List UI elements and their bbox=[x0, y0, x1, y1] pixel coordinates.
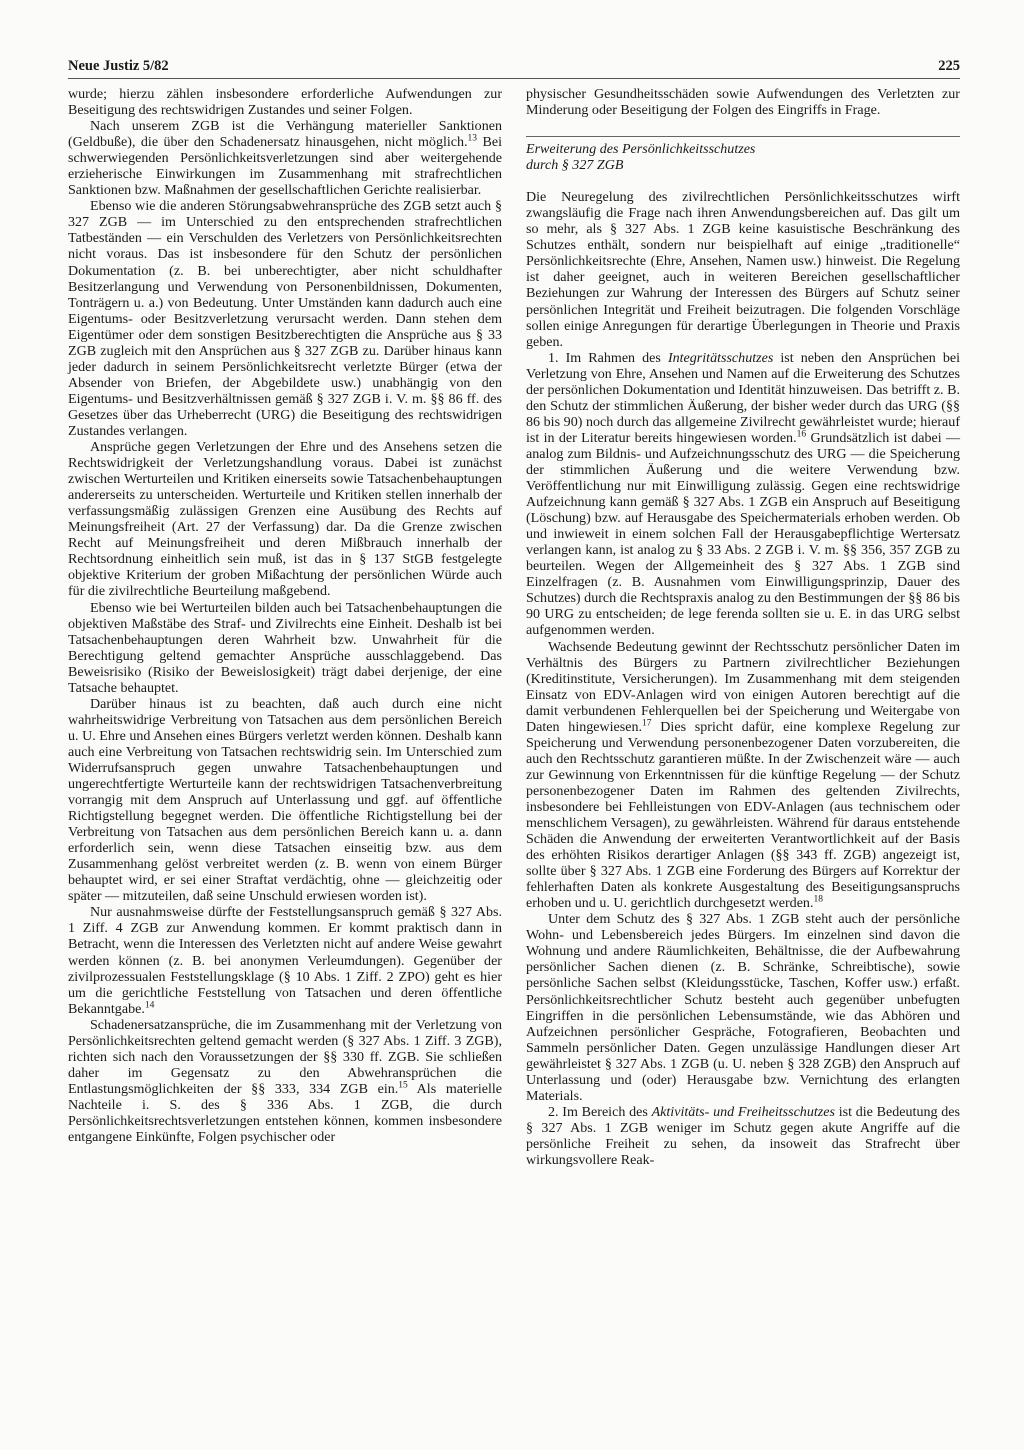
paragraph bbox=[526, 86, 960, 118]
paragraph-text: physischer Gesundheitsschäden sowie Aufwendungen des Verletzten zur Minderung oder Beseitigung der Folgen des Eingriffs in Frage. bbox=[526, 86, 960, 119]
journal-title: Neue Justiz 5/82 bbox=[68, 58, 169, 74]
page-header bbox=[68, 58, 960, 80]
paragraph bbox=[526, 350, 960, 639]
paragraph-text: Nach unserem ZGB ist die Verhängung materieller Sanktionen (Geldbuße), die über den Schadenersatz hinausgehen, nicht möglich. bbox=[68, 118, 502, 151]
footnote-ref: 14 bbox=[144, 1000, 155, 1010]
footnote-ref: 17 bbox=[642, 718, 652, 729]
paragraph bbox=[68, 439, 502, 599]
footnote-ref: 18 bbox=[813, 894, 823, 905]
paragraph-text: ist die Bedeutung des § 327 Abs. 1 ZGB weniger im Schutz gegen akute Angriffe auf die persönliche Freiheit zu sehen, da insoweit das Strafrecht über wirkungsvollere Reak- bbox=[526, 1103, 960, 1168]
paragraph-text: Schadenersatzansprüche, die im Zusammenhang mit der Verletzung von Persönlichkeitsrechten geltend gemacht werden (§ 327 Abs. 1 Ziff. 3 ZGB), richten sich nach den Voraussetzungen der §§ 330 ff. ZGB. Sie schließen daher im Gegensatz zu den Abwehransprüchen die Entlastungsmöglichkeiten der §§ 333, 334 ZGB ein. bbox=[68, 1016, 502, 1097]
section-heading-line: durch § 327 ZGB bbox=[526, 157, 624, 174]
paragraph bbox=[68, 600, 502, 696]
section-divider bbox=[526, 136, 960, 137]
right-column bbox=[526, 86, 960, 1168]
paragraph-text: ist neben den Ansprüchen bei Verletzung von Ehre, Ansehen und Namen auf die Erweiterung des Schutzes der persönlichen Dokumentation und Identität hinzuweisen. Das betrifft z. B. den Schutz der stimmlichen Äußerung, der bisher weder durch das URG (§§ 86 bis 90) noch durch das allgemeine Zivilrecht gewährleistet wurde; hierauf ist in der Literatur bereits hingewiesen worden. bbox=[526, 349, 960, 446]
paragraph-text: Bei schwerwiegenden Persönlichkeitsverletzungen sind aber weitergehende erzieherische Einwirkungen im Zusammenhang mit strafrechtlichen Sanktionen bzw. Maßnahmen der gesellschaftlichen Gerichte realisierbar. bbox=[68, 134, 502, 199]
paragraph-text: Ebenso wie bei Werturteilen bilden auch bei Tatsachenbehauptungen die objektiven Maßstäbe des Straf- und Zivilrechts eine Einheit. Deshalb ist bei Tatsachenbehauptungen deren Wahrheit bzw. Unwahrheit für die Berechtigung geltend gemachter Ansprüche ausschlaggebend. Das Beweisrisiko (Risiko der Beweislosigkeit) trägt dabei derjenige, der eine Tatsache behauptet. bbox=[68, 599, 502, 696]
paragraph-text: Darüber hinaus ist zu beachten, daß auch durch eine nicht wahrheitswidrige Verbreitung von Tatsachen aus dem persönlichen Bereich u. U. Ehre und Ansehen eines Bürgers verletzt werden können. Deshalb kann auch eine Verbreitung von Tatsachen rechtswidrig sein. Im Unterschied zum Widerrufsanspruch gegen unwahre Tatsachenbehauptungen und ungerechtfertigte Werturteile kann der rechtswidrigen Tatsachenverbreitung vorrangig mit dem Anspruch auf Unterlassung und ggf. auf öffentliche Richtigstellung begegnet werden. Die öffentliche Richtigstellung bei der Verbreitung von Tatsachen aus dem persönlichen Bereich kann u. a. dann erforderlich sein, wenn diese Tatsachen einseitig bzw. aus dem Zusammenhang gelöst verbreitet werden (z. B. wenn von einem Bürger behauptet wird, er sei einer Straftat verdächtig, ohne — gleichzeitig oder später — mitzuteilen, daß seine Unschuld erwiesen worden ist). bbox=[68, 695, 502, 905]
paragraph-text: Ansprüche gegen Verletzungen der Ehre und des Ansehens setzen die Rechtswidrigkeit der Verletzungshandlung voraus. Dabei ist zunächst zwischen Werturteilen und Kritiken einerseits sowie Tatsachenbehauptungen andererseits zu unterscheiden. Werturteile und Kritiken stellen innerhalb der verfassungsmäßig zulässigen Grenzen eine Ausübung des Rechts auf Meinungsfreiheit (Art. 27 der Verfassung) dar. Da die Grenze zwischen Recht auf Meinungsfreiheit und deren Mißbrauch innerhalb der Rechtsordnung einheitlich sein muß, ist das in § 137 StGB festgelegte objektive Kriterium der groben Mißachtung der persönlichen Würde auch für die zivilrechtliche Beurteilung maßgebend. bbox=[68, 439, 502, 600]
paragraph bbox=[68, 904, 502, 1016]
paragraph-text: Grundsätzlich ist dabei — analog zum Bildnis- und Aufzeichnungsschutz des URG — die Speicherung der stimmlichen Äußerung und die weitere Verwendung bzw. Veröffentlichung nur mit Einwilligung zulässig. Gegen eine rechtswidrige Aufzeichnung kann gemäß § 327 Abs. 1 ZGB ein Anspruch auf Beseitigung (Löschung) bzw. auf Herausgabe des Speichermaterials erhoben werden. Ob und inwieweit in einem solchen Fall der Herausgabepflichtige Wertersatz verlangen kann, ist analog zu § 33 Abs. 2 ZGB i. V. m. §§ 356, 357 ZGB zu beurteilen. Wegen der Allgemeinheit des § 327 Abs. 1 ZGB sind Einzelfragen (z. B. Ausnahmen vom Einwilligungsprinzip, Dauer des Schutzes) durch die Rechtspraxis analog zu den Bestimmungen der §§ 86 bis 90 URG zu entscheiden; de lege ferenda sollten sie u. E. in das URG selbst aufgenommen werden. bbox=[526, 429, 960, 639]
page-number: 225 bbox=[938, 58, 960, 74]
paragraph-text: Die Neuregelung des zivilrechtlichen Persönlichkeitsschutzes wirft zwangsläufig die Frage nach ihren Anwendungsbereichen auf. Das gilt um so mehr, als § 327 Abs. 1 ZGB keine kasuistische Beschränkung des Schutzes enthält, sondern nur beispielhaft auf einige „traditionelle“ Persönlichkeitsrechte (Ehre, Ansehen, Namen usw.) hinweist. Die Regelung ist daher geeignet, auch in weiteren Bereichen gesellschaftlicher Beziehungen zur Wahrung der Interessen des Bürgers auf Schutz seiner persönlichen Integrität und Freiheit beizutragen. Die folgenden Vorschläge sollen einige Anregungen für derartige Überlegungen in Theorie und Praxis geben. bbox=[526, 189, 960, 350]
paragraph bbox=[526, 911, 960, 1104]
paragraph bbox=[526, 1104, 960, 1168]
paragraph bbox=[68, 118, 502, 198]
paragraph-text: 2. Im Bereich des bbox=[548, 1103, 652, 1120]
paragraph bbox=[68, 696, 502, 905]
left-column bbox=[68, 86, 502, 1145]
paragraph bbox=[68, 86, 502, 118]
footnote-ref: 13 bbox=[467, 133, 478, 144]
paragraph bbox=[526, 639, 960, 912]
paragraph bbox=[68, 198, 502, 439]
paragraph-text: Nur ausnahmsweise dürfte der Feststellungsanspruch gemäß § 327 Abs. 1 Ziff. 4 ZGB zur Anwendung kommen. Er kommt praktisch dann in Betracht, wenn die Interessen des Verletzten nicht auf andere Weise gewahrt werden können (z. B. bei anonymen Verleumdungen). Gegenüber der zivilprozessualen Feststellungsklage (§ 10 Abs. 1 Ziff. 2 ZPO) geht es hier um die gerichtliche Feststellung von Tatsachen und deren öffentliche Bekanntgabe. bbox=[68, 904, 502, 1017]
paragraph-text: Dies spricht dafür, eine komplexe Regelung zur Speicherung und Verwendung personenbezogener Daten vorzubereiten, die auch den Rechtsschutz garantieren müßte. In der Zwischenzeit wäre — auch zur Gewinnung von Erkenntnissen für die künftige Regelung — der Schutz personenbezogener Daten im Rahmen des geltenden Zivilrechts, insbesondere bei Fehlleistungen von EDV-Anlagen (aus technischem oder menschlichem Versagen), zu gewährleisten. Während für daraus entstehende Schäden die Anwendung der erweiterten Verantwortlichkeit auf der Basis des erhöhten Risikos derartiger Anlagen (§§ 343 ff. ZGB) angezeigt ist, sollte über § 327 Abs. 1 ZGB eine Forderung des Bürgers auf Korrektur der fehlerhaften Daten als konkrete Ausgestaltung des Beseitigungsanspruchs erhoben und u. U. gerichtlich durchgesetzt werden. bbox=[526, 718, 960, 912]
footnote-ref: 16 bbox=[796, 429, 807, 440]
paragraph-text: Als materielle Nachteile i. S. des § 336 Abs. 1 ZGB, die durch Persönlichkeitsrechtsverletzungen entstehen können, kommen insbesondere entgangene Einkünfte, Folgen psychischer oder bbox=[68, 1080, 502, 1146]
section-heading-line: Erweiterung des Persönlichkeitsschutzes bbox=[526, 141, 756, 158]
paragraph-text: Ebenso wie die anderen Störungsabwehransprüche des ZGB setzt auch § 327 ZGB — im Unterschied zu den entsprechenden strafrechtlichen Tatbeständen — ein Verschulden des Verletzers von Persönlichkeitsrechten nicht voraus. Das ist insbesondere für den Schutz der persönlichen Dokumentation (z. B. bei unberechtigter, aber nicht schuldhafter Besitzerlangung und Verwendung von Personenbildnissen, Dokumenten, Tonträgern u. a.) von Bedeutung. Unter Umständen kann dadurch auch eine Eigentums- oder Besitzverletzung verursacht werden. Dann stehen dem Eigentümer oder dem sonstigen Besitzberechtigten die Ansprüche aus § 33 ZGB zugleich mit den Ansprüchen aus § 327 ZGB zu. Darüber hinaus kann jeder dadurch in seinem Persönlichkeitsrecht verletzte Bürger (etwa der Absender von Briefen, der Abgebildete usw.) unabhängig von den Eigentums- und Besitzverhältnissen gemäß § 327 ZGB i. V. m. §§ 86 ff. des Gesetzes über das Urheberrecht (URG) die Beseitigung des rechtswidrigen Zustandes verlangen. bbox=[68, 198, 502, 439]
header-rule bbox=[68, 78, 960, 79]
section-heading bbox=[526, 136, 960, 173]
paragraph-text: Unter dem Schutz des § 327 Abs. 1 ZGB steht auch der persönliche Wohn- und Lebensbereich jedes Bürgers. Im einzelnen sind davon die Wohnung und andere Räumlichkeiten, Behältnisse, die der Aufbewahrung persönlicher Sachen dienen (z. B. Schränke, Schreibtische), sowie persönliche Sachen selbst (Kleidungsstücke, Taschen, Koffer usw.) erfaßt. Persönlichkeitsrechtlicher Schutz besteht auch gegenüber unbefugten Eingriffen in die persönlichen Lebensumstände, wie das Abhören und Aufzeichnen persönlicher Gespräche, Fotografieren, Beobachten und Sammeln persönlicher Daten. Gegen unzulässige Handlungen dieser Art gewährleistet § 327 Abs. 1 ZGB (u. U. neben § 328 ZGB) den Anspruch auf Unterlassung und (oder) Herausgabe bzw. Vernichtung des erlangten Materials. bbox=[526, 911, 960, 1104]
footnote-ref: 15 bbox=[398, 1080, 408, 1091]
paragraph bbox=[68, 1017, 502, 1145]
emphasis: Aktivitäts- und Freiheitsschutzes bbox=[651, 1103, 835, 1120]
paragraph-text: wurde; hierzu zählen insbesondere erforderliche Aufwendungen zur Beseitigung des rechtswidrigen Zustandes und seiner Folgen. bbox=[68, 86, 502, 119]
paragraph-text: 1. Im Rahmen des bbox=[548, 349, 668, 366]
paragraph-text: Wachsende Bedeutung gewinnt der Rechtsschutz persönlicher Daten im Verhältnis des Bürgers zu Partnern zivilrechtlicher Beziehungen (Kreditinstitute, Versicherungen). Im Zusammenhang mit dem steigenden Einsatz von EDV-Anlagen wird von einigen Autoren berechtigt auf die damit verbundenen Fehlerquellen bei der Speicherung und Weitergabe von Daten hingewiesen. bbox=[526, 638, 960, 735]
emphasis: Integritätsschutzes bbox=[667, 349, 774, 366]
paragraph bbox=[526, 189, 960, 349]
